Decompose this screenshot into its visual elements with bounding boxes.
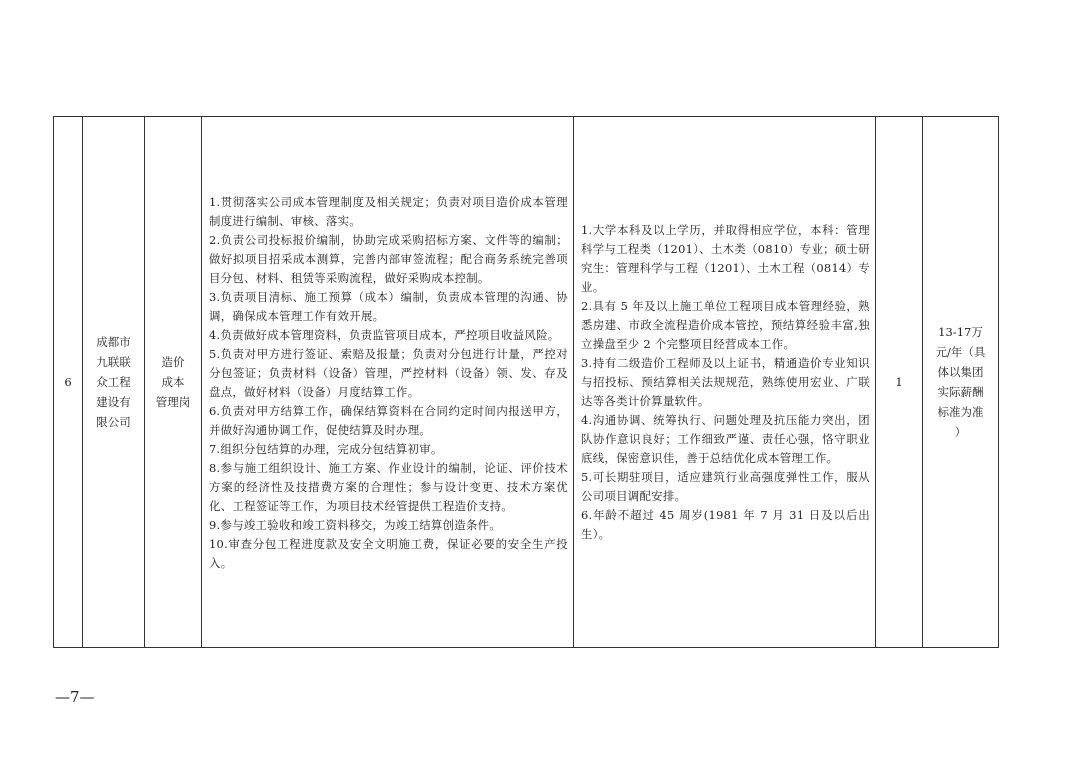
- duties-cell: [202, 117, 574, 648]
- requirement-item: 2.具有 5 年及以上施工单位工程项目成本管理经验，熟悉房建、市政全流程造价成本管控，预结算经验丰富,独立操盘至少 2 个完整项目经营成本工作。: [581, 298, 870, 351]
- duty-item: 5.负责对甲方进行签证、索赔及报量；负责对分包进行计量，严控对分包签证；负责材料（设备）管理，严控材料（设备）领、发、存及盘点，做好材料（设备）月度结算工作。: [209, 347, 568, 399]
- employer-cell: [83, 117, 145, 648]
- requirements-list: [574, 221, 875, 544]
- requirement-item: 3.持有二级造价工程师及以上证书，精通造价专业知识与招投标、预结算相关法规规范，熟练使用宏业、广联达等各类计价算量软件。: [581, 355, 870, 408]
- post-cell: [145, 117, 202, 648]
- salary-text: 13-17万 元/年（具 体以集团 实际薪酬 标准为准 ）: [935, 325, 986, 439]
- job-table: [53, 116, 999, 648]
- duty-item: 1.贯彻落实公司成本管理制度及相关规定；负责对项目造价成本管理制度进行编制、审核、落实。: [209, 195, 568, 228]
- requirement-item: 1.大学本科及以上学历，并取得相应学位，本科：管理科学与工程类（1201）、土木类（0810）专业；硕士研究生：管理科学与工程（1201）、土木工程（0814）专业。: [581, 222, 870, 294]
- row-number: 6: [64, 374, 72, 389]
- duty-item: 8.参与施工组织设计、施工方案、作业设计的编制，论证、评价技术方案的经济性及技措费方案的合理性；参与设计变更、技术方案优化、工程签证等工作，为项目技术经管提供工程造价支持。: [209, 461, 568, 513]
- duty-item: 9.参与竣工验收和竣工资料移交，为竣工结算创造条件。: [209, 518, 502, 532]
- requirement-item: 6.年龄不超过 45 周岁(1981 年 7 月 31 日及以后出生）。: [581, 507, 870, 541]
- requirements-cell: [574, 117, 876, 648]
- duty-item: 4.负责做好成本管理资料，负责监管项目成本，严控项目收益风险。: [209, 328, 560, 342]
- duty-item: 3.负责项目清标、施工预算（成本）编制，负责成本管理的沟通、协调，确保成本管理工作有效开展。: [209, 290, 568, 323]
- table-row: [54, 117, 999, 648]
- duties-list: [202, 163, 573, 601]
- headcount-cell: [876, 117, 923, 648]
- employer-name: 成都市 九联联 众工程 建设有 限公司: [96, 335, 131, 429]
- duty-item: 2.负责公司投标报价编制，协助完成采购招标方案、文件等的编制；做好拟项目招采成本测算，完善内部审签流程；配合商务系统完善项目分包、材料、租赁等采购流程，做好采购成本控制。: [209, 233, 568, 285]
- headcount: 1: [895, 374, 903, 389]
- duty-item: 6.负责对甲方结算工作，确保结算资料在合同约定时间内报送甲方，并做好沟通协调工作，促使结算及时办理。: [209, 404, 568, 437]
- duty-item: 7.组织分包结算的办理，完成分包结算初审。: [209, 442, 443, 456]
- salary-cell: [923, 117, 999, 648]
- requirement-item: 4.沟通协调、统筹执行、问题处理及抗压能力突出，团队协作意识良好；工作细致严谨、责任心强，恪守职业底线，保密意识佳，善于总结优化成本管理工作。: [581, 412, 870, 465]
- requirement-item: 5.可长期驻项目，适应建筑行业高强度弹性工作，服从公司项目调配安排。: [581, 469, 870, 503]
- row-number-cell: [54, 117, 83, 648]
- page-number: —7—: [55, 688, 95, 706]
- post-name: 造价 成本 管理岗: [155, 355, 191, 409]
- duty-item: 10.审查分包工程进度款及安全文明施工费，保证必要的安全生产投入。: [209, 537, 568, 570]
